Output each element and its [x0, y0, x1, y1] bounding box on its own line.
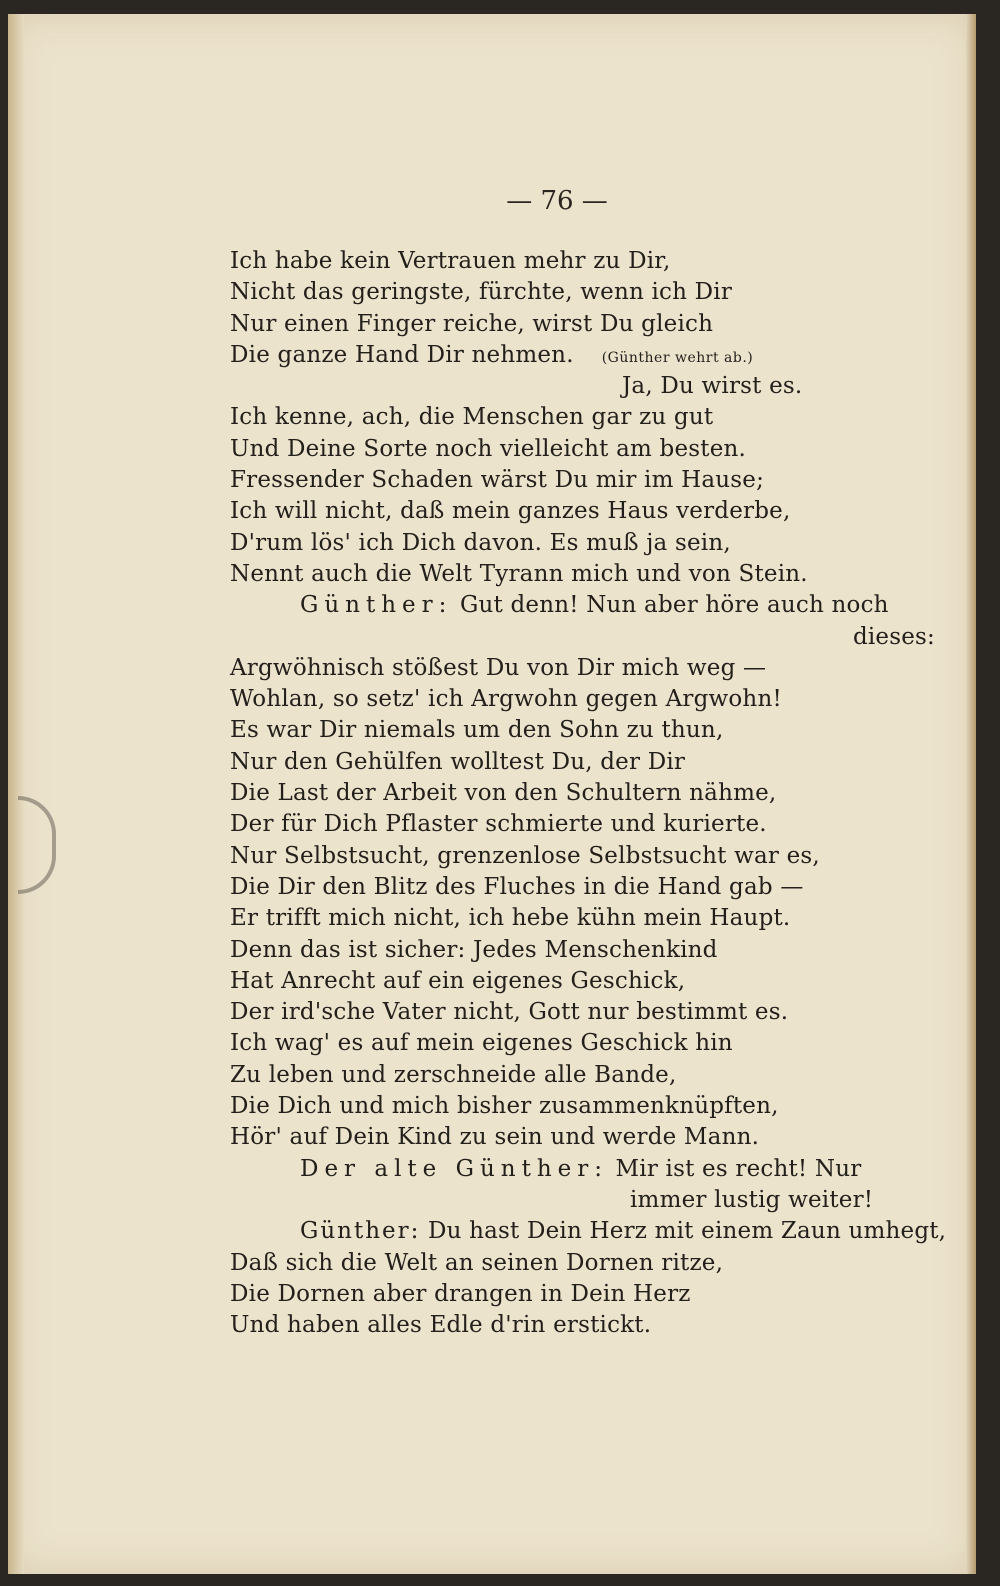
verse-line: Zu leben und zerschneide alle Bande,	[230, 1061, 677, 1088]
verse-line: Günther: Gut denn! Nun aber höre auch noch	[300, 592, 889, 619]
verse-line: Ich wag' es auf mein eigenes Geschick hin	[230, 1030, 733, 1057]
verse-line: Der alte Günther: Mir ist es recht! Nur	[300, 1155, 862, 1182]
verse-line: Ich habe kein Vertrauen mehr zu Dir,	[230, 248, 671, 274]
verse-line: Denn das ist sicher: Jedes Menschenkind	[230, 936, 718, 963]
verse-line: Hat Anrecht auf ein eigenes Geschick,	[230, 967, 686, 994]
verse-line: Argwöhnisch stößest Du von Dir mich weg —	[230, 654, 767, 681]
verse-line: Ich will nicht, daß mein ganzes Haus verderbe,	[230, 498, 791, 525]
verse-line: Die Dornen aber drangen in Dein Herz	[230, 1280, 691, 1307]
book-page	[8, 14, 976, 1574]
verse-line: Er trifft mich nicht, ich hebe kühn mein Haupt.	[230, 905, 791, 932]
page-number: — 76 —	[506, 186, 608, 216]
verse-line: immer lustig weiter!	[630, 1186, 874, 1213]
verse-line: Nur einen Finger reiche, wirst Du gleich	[230, 310, 714, 337]
page-clip-shadow	[18, 796, 56, 894]
verse-line: Ja, Du wirst es.	[622, 373, 803, 400]
verse-line: Die Dir den Blitz des Fluches in die Hand gab —	[230, 873, 804, 900]
verse-line: Die Dich und mich bisher zusammenknüpften,	[230, 1093, 779, 1120]
verse-text	[230, 246, 947, 1341]
verse-line: dieses:	[852, 623, 935, 650]
verse-line: Die Last der Arbeit von den Schultern nähme,	[230, 780, 777, 807]
verse-line: Der für Dich Pflaster schmierte und kurierte.	[230, 811, 767, 838]
verse-line: Nur Selbstsucht, grenzenlose Selbstsucht war es,	[230, 842, 820, 869]
verse-line: Hör' auf Dein Kind zu sein und werde Mann.	[230, 1124, 760, 1151]
verse-line: Nicht das geringste, fürchte, wenn ich Dir	[230, 279, 733, 306]
verse-line: Daß sich die Welt an seinen Dornen ritze,	[230, 1249, 724, 1276]
verse-line: D'rum lös' ich Dich davon. Es muß ja sein,	[230, 529, 731, 556]
verse-line: Ich kenne, ach, die Menschen gar zu gut	[230, 404, 714, 431]
verse-line: Nur den Gehülfen wolltest Du, der Dir	[230, 748, 686, 775]
verse-line: Günther: Du hast Dein Herz mit einem Zaun umhegt,	[300, 1218, 947, 1245]
verse-line: Der ird'sche Vater nicht, Gott nur bestimmt es.	[230, 999, 789, 1026]
verse-line: Nennt auch die Welt Tyrann mich und von Stein.	[230, 560, 808, 587]
verse-line: Und haben alles Edle d'rin erstickt.	[230, 1312, 652, 1339]
speaker-name: Der alte Günther:	[300, 1155, 609, 1182]
stage-direction: (Günther wehrt ab.)	[601, 349, 754, 366]
verse-line: Die ganze Hand Dir nehmen. (Günther wehrt ab.)	[230, 341, 754, 368]
speaker-name: Günther:	[300, 1218, 421, 1245]
verse-line: Wohlan, so setz' ich Argwohn gegen Argwohn!	[230, 686, 782, 713]
page-right-edge	[966, 14, 976, 1574]
page-left-edge	[8, 14, 24, 1574]
verse-line: Und Deine Sorte noch vielleicht am besten.	[230, 435, 747, 462]
speaker-name: Günther:	[300, 592, 453, 619]
verse-line: Es war Dir niemals um den Sohn zu thun,	[230, 717, 724, 744]
verse-line: Fressender Schaden wärst Du mir im Hause;	[230, 467, 765, 494]
